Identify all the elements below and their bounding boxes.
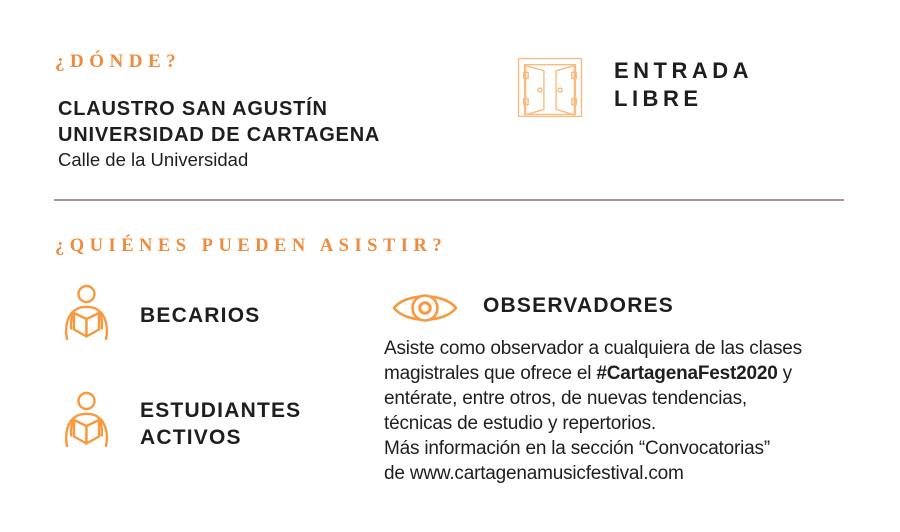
paragraph-line2-post: y <box>777 363 792 384</box>
person-reading-icon <box>58 284 116 340</box>
attendee-label-becarios: BECARIOS <box>140 304 261 327</box>
where-heading: ¿DÓNDE? <box>55 51 182 72</box>
who-heading: ¿QUIÉNES PUEDEN ASISTIR? <box>55 236 448 256</box>
paragraph-line2-pre: magistrales que ofrece el <box>384 363 597 384</box>
attendee-label-estudiantes-activos: ESTUDIANTES ACTIVOS <box>140 399 302 449</box>
section-divider <box>54 199 844 201</box>
paragraph-line4: técnicas de estudio y repertorios. <box>384 413 657 434</box>
observers-heading: OBSERVADORES <box>483 294 674 317</box>
free-entry-line2: LIBRE <box>614 86 703 111</box>
open-door-icon <box>517 57 583 118</box>
person-reading-icon <box>58 391 116 447</box>
venue-name <box>58 96 380 148</box>
observers-paragraph <box>384 336 894 486</box>
venue-line1: CLAUSTRO SAN AGUSTÍN <box>58 98 328 120</box>
free-entry-label <box>614 57 753 113</box>
venue-address: Calle de la Universidad <box>58 149 249 170</box>
paragraph-line1: Asiste como observador a cualquiera de las clases <box>384 338 802 359</box>
venue-line2: UNIVERSIDAD DE CARTAGENA <box>58 124 381 146</box>
paragraph-line5: Más información en la sección “Convocatorias” <box>384 438 770 459</box>
paragraph-line3: entérate, entre otros, de nuevas tendencias, <box>384 388 747 409</box>
hashtag-cartagenafest2020: #CartagenaFest2020 <box>596 363 778 384</box>
paragraph-line6-website: de www.cartagenamusicfestival.com <box>384 463 684 484</box>
eye-icon <box>392 288 458 328</box>
free-entry-line1: ENTRADA <box>614 58 754 83</box>
